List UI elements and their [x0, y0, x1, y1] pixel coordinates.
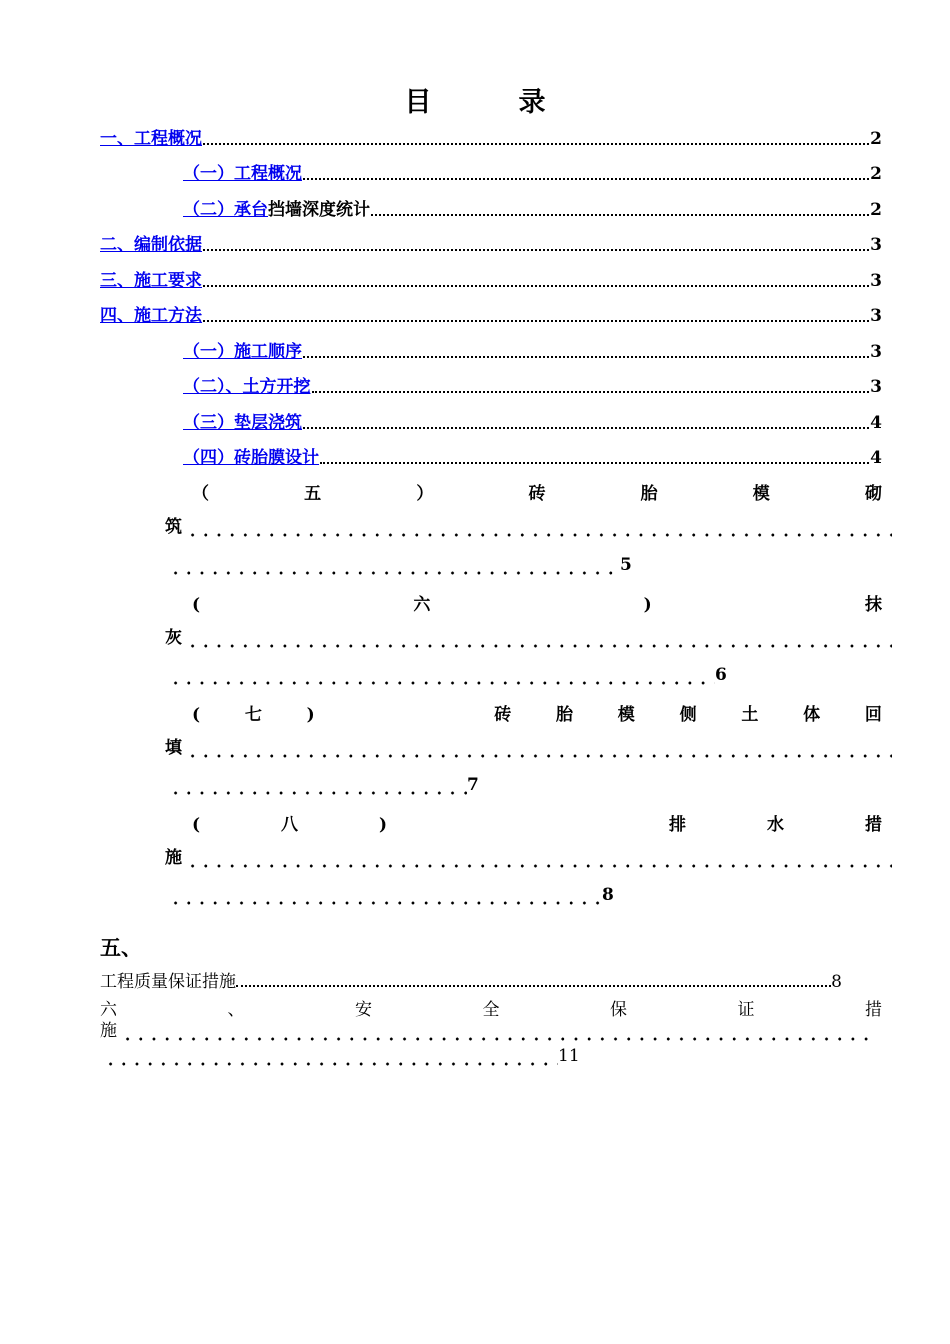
toc-entry[interactable] — [183, 372, 882, 398]
dot-leader — [371, 213, 869, 216]
toc-link[interactable]: 二、编制依据 — [100, 235, 202, 255]
toc-entry[interactable] — [183, 443, 882, 469]
dot-leader — [236, 984, 831, 987]
toc-page: 4 — [870, 413, 882, 433]
dot-leader — [203, 248, 869, 251]
toc-entry[interactable] — [183, 408, 882, 434]
toc-entry[interactable] — [100, 230, 882, 256]
dot-leader — [182, 737, 892, 759]
dot-leader — [100, 1045, 558, 1067]
toc-entry[interactable] — [100, 266, 882, 292]
toc-entry[interactable] — [100, 301, 882, 327]
toc-continuation — [165, 884, 614, 910]
toc-link[interactable]: （四）砖胎膜设计 — [183, 448, 319, 468]
dot-leader — [312, 390, 870, 393]
toc-link[interactable]: 三、施工要求 — [100, 271, 202, 291]
toc-continuation: 施 — [100, 1020, 875, 1046]
dot-leader — [303, 426, 869, 429]
toc-link[interactable]: （一）施工顺序 — [183, 342, 302, 362]
toc-page: 8 — [831, 972, 842, 992]
toc-link[interactable]: 四、施工方法 — [100, 306, 202, 326]
dot-leader — [117, 1020, 875, 1042]
toc-page: 4 — [870, 448, 882, 468]
toc-page: 2 — [870, 200, 882, 220]
dot-leader — [165, 884, 602, 906]
toc-link[interactable]: （二）承台 — [183, 200, 268, 220]
toc-link[interactable]: （一）工程概况 — [183, 164, 302, 184]
toc-entry[interactable] — [183, 159, 882, 185]
toc-continuation: 筑 — [165, 516, 892, 542]
toc-page: 11 — [558, 1046, 580, 1066]
toc-entry-justified: ( 六 ) 抹 — [192, 595, 882, 615]
toc-page: 7 — [467, 775, 479, 795]
dot-leader — [165, 554, 620, 576]
toc-link[interactable]: 一、工程概况 — [100, 129, 202, 149]
dot-leader — [165, 774, 467, 796]
toc-entry[interactable] — [183, 337, 882, 363]
toc-continuation — [165, 664, 727, 690]
toc-continuation: 填 — [165, 737, 892, 763]
toc-link[interactable]: （三）垫层浇筑 — [183, 413, 302, 433]
toc-page: 3 — [870, 342, 882, 362]
toc-label-rest: 挡墙深度统计 — [268, 200, 370, 220]
toc-entry-justified: ( 八 ) 排 水 措 — [192, 815, 882, 835]
toc-continuation — [165, 554, 632, 580]
dot-leader — [203, 319, 869, 322]
dot-leader — [303, 177, 869, 180]
section-heading: 五、 — [100, 935, 142, 960]
toc-entry-justified: ( 七 ) 砖 胎 模 侧 土 体 回 — [192, 705, 882, 725]
toc-continuation — [100, 1045, 580, 1071]
dot-leader — [203, 142, 869, 145]
toc-link[interactable]: （二）、土方开挖 — [183, 377, 311, 397]
dot-leader — [303, 355, 869, 358]
toc-entry[interactable] — [100, 124, 882, 150]
toc-continuation: 灰 — [165, 627, 892, 653]
toc-entry[interactable] — [183, 195, 882, 221]
toc-page: 2 — [870, 164, 882, 184]
toc-label: 工程质量保证措施 — [100, 972, 236, 992]
toc-entry-justified: 六 、 安 全 保 证 措 — [100, 1000, 882, 1020]
dot-leader — [320, 461, 869, 464]
toc-page: 3 — [870, 306, 882, 326]
toc-page: 3 — [870, 271, 882, 291]
toc-entry — [100, 971, 842, 993]
toc-page: 3 — [870, 377, 882, 397]
dot-leader — [182, 847, 892, 869]
toc-entry-justified: （ 五 ） 砖 胎 模 砌 — [192, 484, 882, 504]
toc-continuation — [165, 774, 479, 800]
toc-page: 6 — [715, 665, 727, 685]
toc-page: 3 — [870, 235, 882, 255]
dot-leader — [182, 627, 892, 649]
dot-leader — [203, 284, 869, 287]
toc-page: 8 — [602, 885, 614, 905]
toc-continuation: 施 — [165, 847, 892, 873]
page-title: 目 录 — [404, 87, 576, 118]
toc-page: 2 — [870, 129, 882, 149]
toc-page: 5 — [620, 555, 632, 575]
dot-leader — [182, 516, 892, 538]
dot-leader — [165, 664, 715, 686]
